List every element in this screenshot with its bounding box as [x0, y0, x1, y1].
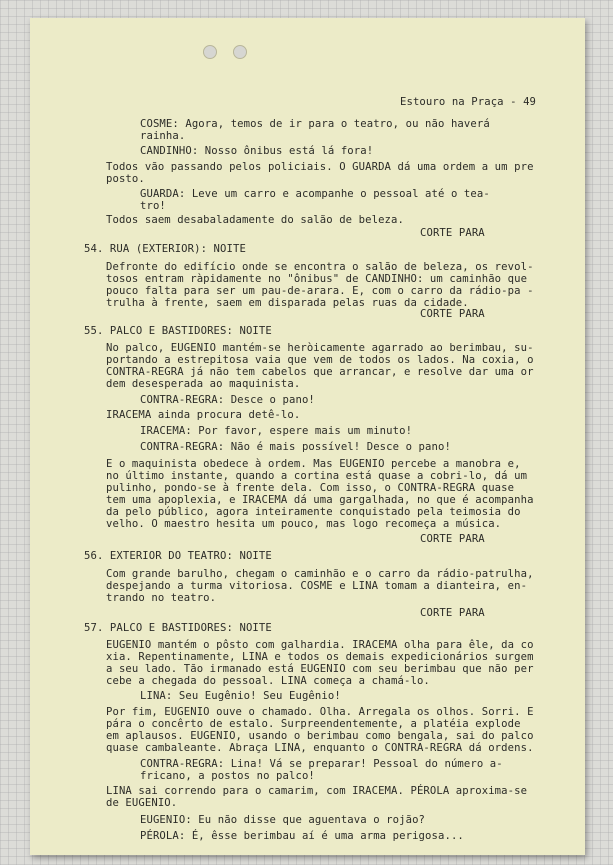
dialogue-line: CONTRA-REGRA: Lina! Vá se preparar! Pessoal do número a-	[140, 758, 503, 770]
action-line: em aplausos. EUGENIO, usando o berimbau como bengala, sai do palco	[106, 730, 534, 742]
action-line: Por fim, EUGENIO ouve o chamado. Olha. Arregala os olhos. Sorri. E	[106, 706, 534, 718]
action-line: tem uma apoplexia, e IRACEMA dá uma gargalhada, no que é acompanha	[106, 494, 534, 506]
action-line: tosos entram ràpidamente no "ônibus" de CANDINHO: um caminhão que	[106, 273, 528, 285]
action-line: xia. Repentinamente, LINA e todos os demais expedicionários surgem	[106, 651, 534, 663]
action-line: trando no teatro.	[106, 592, 217, 604]
dialogue-line: GUARDA: Leve um carro e acompanhe o pessoal até o tea-	[140, 188, 490, 200]
action-line: LINA sai correndo para o camarim, com IRACEMA. PÉROLA aproxima-se	[106, 785, 528, 797]
action-line: da pelo público, agora inteiramente conquistado pela teimosia do	[106, 506, 521, 518]
action-line: trulha à frente, saem em disparada pelas ruas da cidade.	[106, 297, 469, 309]
action-line: pulinho, pondo-se à frente dela. Com isso, o CONTRA-REGRA quase	[106, 482, 515, 494]
dialogue-line: IRACEMA: Por favor, espere mais um minuto!	[140, 425, 413, 437]
action-line: no último instante, quando a cortina está quase a cobri-lo, dá um	[106, 470, 528, 482]
dialogue-line: LINA: Seu Eugênio! Seu Eugênio!	[140, 690, 341, 702]
action-line: E o maquinista obedece à ordem. Mas EUGENIO percebe a manobra e,	[106, 458, 521, 470]
dialogue-line: PÉROLA: É, êsse berimbau aí é uma arma perigosa...	[140, 830, 464, 842]
dialogue-line: CANDINHO: Nosso ônibus está lá fora!	[140, 145, 374, 157]
action-line: Todos vão passando pelos policiais. O GUARDA dá uma ordem a um pre	[106, 161, 534, 173]
script-page	[30, 18, 585, 855]
action-line: de EUGENIO.	[106, 797, 178, 809]
scene-heading: 55. PALCO E BASTIDORES: NOITE	[84, 325, 272, 337]
action-line: pouco falta para ser um pau-de-arara. E, com o carro da rádio-pa -	[106, 285, 534, 297]
action-line: pára o concêrto de estalo. Surpreendentemente, a platéia explode	[106, 718, 521, 730]
action-line: dem desesperada ao maquinista.	[106, 378, 301, 390]
action-line: posto.	[106, 173, 145, 185]
action-line: Todos saem desabaladamente do salão de beleza.	[106, 214, 404, 226]
action-line: No palco, EUGENIO mantém-se heròicamente agarrado ao berimbau, su-	[106, 342, 534, 354]
action-line: despejando a turma vitoriosa. COSME e LINA tomam a dianteira, en-	[106, 580, 528, 592]
scene-heading: 57. PALCO E BASTIDORES: NOITE	[84, 622, 272, 634]
action-line: quase cambaleante. Abraça LINA, enquanto o CONTRA-REGRA dá ordens.	[106, 742, 534, 754]
dialogue-line: EUGENIO: Eu não disse que aguentava o rojão?	[140, 814, 426, 826]
action-line: CONTRA-REGRA já não tem cabelos que arrancar, e resolve dar uma or	[106, 366, 534, 378]
page-header: Estouro na Praça - 49	[400, 96, 537, 108]
punch-hole-left	[203, 45, 217, 59]
transition: CORTE PARA	[420, 227, 485, 239]
action-line: velho. O maestro hesita um pouco, mas logo recomeça a música.	[106, 518, 502, 530]
dialogue-line: CONTRA-REGRA: Não é mais possível! Desce o pano!	[140, 441, 451, 453]
action-line: Defronte do edifício onde se encontra o salão de beleza, os revol-	[106, 261, 534, 273]
dialogue-line: COSME: Agora, temos de ir para o teatro, ou não haverá	[140, 118, 490, 130]
dialogue-line: fricano, a postos no palco!	[140, 770, 315, 782]
action-line: portando a estrepitosa vaia que vem de todos os lados. Na coxia, o	[106, 354, 534, 366]
dialogue-line: tro!	[140, 200, 166, 212]
transition: CORTE PARA	[420, 308, 485, 320]
transition: CORTE PARA	[420, 607, 485, 619]
transition: CORTE PARA	[420, 533, 485, 545]
punch-hole-right	[233, 45, 247, 59]
scene-heading: 56. EXTERIOR DO TEATRO: NOITE	[84, 550, 272, 562]
action-line: EUGENIO mantém o pôsto com galhardia. IRACEMA olha para êle, da co	[106, 639, 534, 651]
action-line: a seu lado. Tão irmanado está EUGENIO com seu berimbau que não per	[106, 663, 534, 675]
scene-heading: 54. RUA (EXTERIOR): NOITE	[84, 243, 246, 255]
action-line: IRACEMA ainda procura detê-lo.	[106, 409, 301, 421]
dialogue-line: rainha.	[140, 130, 186, 142]
action-line: Com grande barulho, chegam o caminhão e o carro da rádio-patrulha,	[106, 568, 534, 580]
dialogue-line: CONTRA-REGRA: Desce o pano!	[140, 394, 315, 406]
action-line: cebe a chegada do pessoal. LINA começa a chamá-lo.	[106, 675, 430, 687]
